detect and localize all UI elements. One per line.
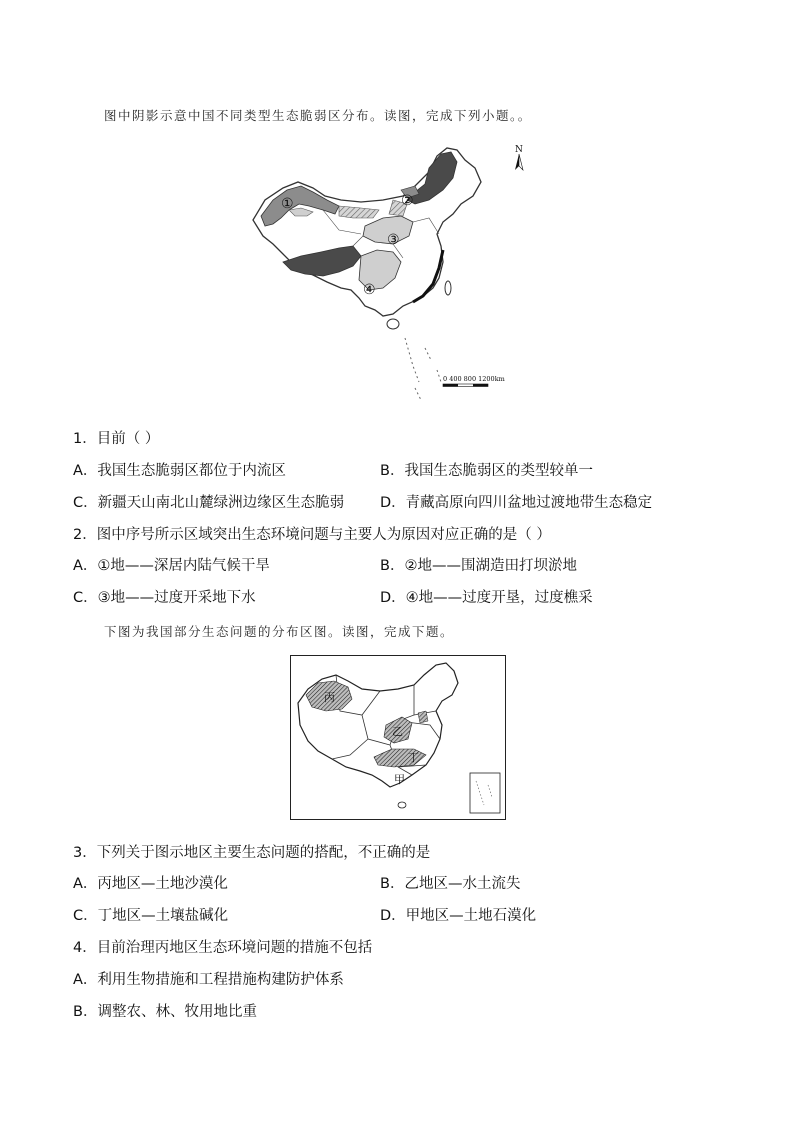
q1-option-a: A．我国生态脆弱区都位于内流区 (73, 463, 286, 479)
region-ding-label: 丁 (408, 751, 419, 764)
svg-text:0 400 800 1200km: 0 400 800 1200km (443, 375, 505, 383)
question-4-stem: 4．目前治理丙地区生态环境问题的措施不包括 (73, 940, 373, 956)
region-jia-label: 甲 (394, 773, 405, 786)
question-1-stem: 1．目前（ ） (73, 431, 160, 447)
region-bing-label: 丙 (324, 691, 335, 704)
q1-option-c: C．新疆天山南北山麓绿洲边缘区生态脆弱 (73, 495, 345, 511)
q2-option-b: B．②地——围湖造田打坝淤地 (380, 558, 577, 574)
section1-intro: 图中阴影示意中国不同类型生态脆弱区分布。读图，完成下列小题。。 (104, 108, 532, 123)
q4-option-b: B．调整农、林、牧用地比重 (73, 1004, 257, 1020)
q3-option-a: A．丙地区—土地沙漠化 (73, 876, 228, 892)
scale-bar (443, 375, 505, 387)
q1-option-b: B．我国生态脆弱区的类型较单一 (380, 463, 593, 479)
eco-problems-map (290, 655, 506, 820)
region-3-label: ③ (387, 232, 400, 248)
q2-option-a: A．①地——深居内陆气候干旱 (73, 558, 270, 574)
eco-fragile-map (243, 138, 543, 408)
section2-intro: 下图为我国部分生态问题的分布区图。读图，完成下题。 (104, 624, 455, 639)
region-4-label: ④ (363, 282, 376, 298)
north-arrow-icon (515, 145, 523, 170)
q4-option-a: A．利用生物措施和工程措施构建防护体系 (73, 972, 344, 988)
q2-option-d: D．④地——过度开垦，过度樵采 (380, 590, 593, 606)
svg-text:N: N (515, 145, 523, 155)
question-2-stem: 2．图中序号所示区域突出生态环境问题与主要人为原因对应正确的是（ ） (73, 527, 551, 543)
region-yi-label: 乙 (392, 725, 403, 738)
region-1-label: ① (281, 196, 294, 212)
q3-option-b: B．乙地区—水土流失 (380, 876, 521, 892)
q3-option-d: D．甲地区—土地石漠化 (380, 908, 537, 924)
question-3-stem: 3．下列关于图示地区主要生态问题的搭配，不正确的是 (73, 845, 431, 861)
q3-option-c: C．丁地区—土壤盐碱化 (73, 908, 229, 924)
q2-option-c: C．③地——过度开采地下水 (73, 590, 256, 606)
region-2-label: ② (401, 193, 414, 209)
q1-option-d: D．青藏高原向四川盆地过渡地带生态稳定 (380, 495, 653, 511)
